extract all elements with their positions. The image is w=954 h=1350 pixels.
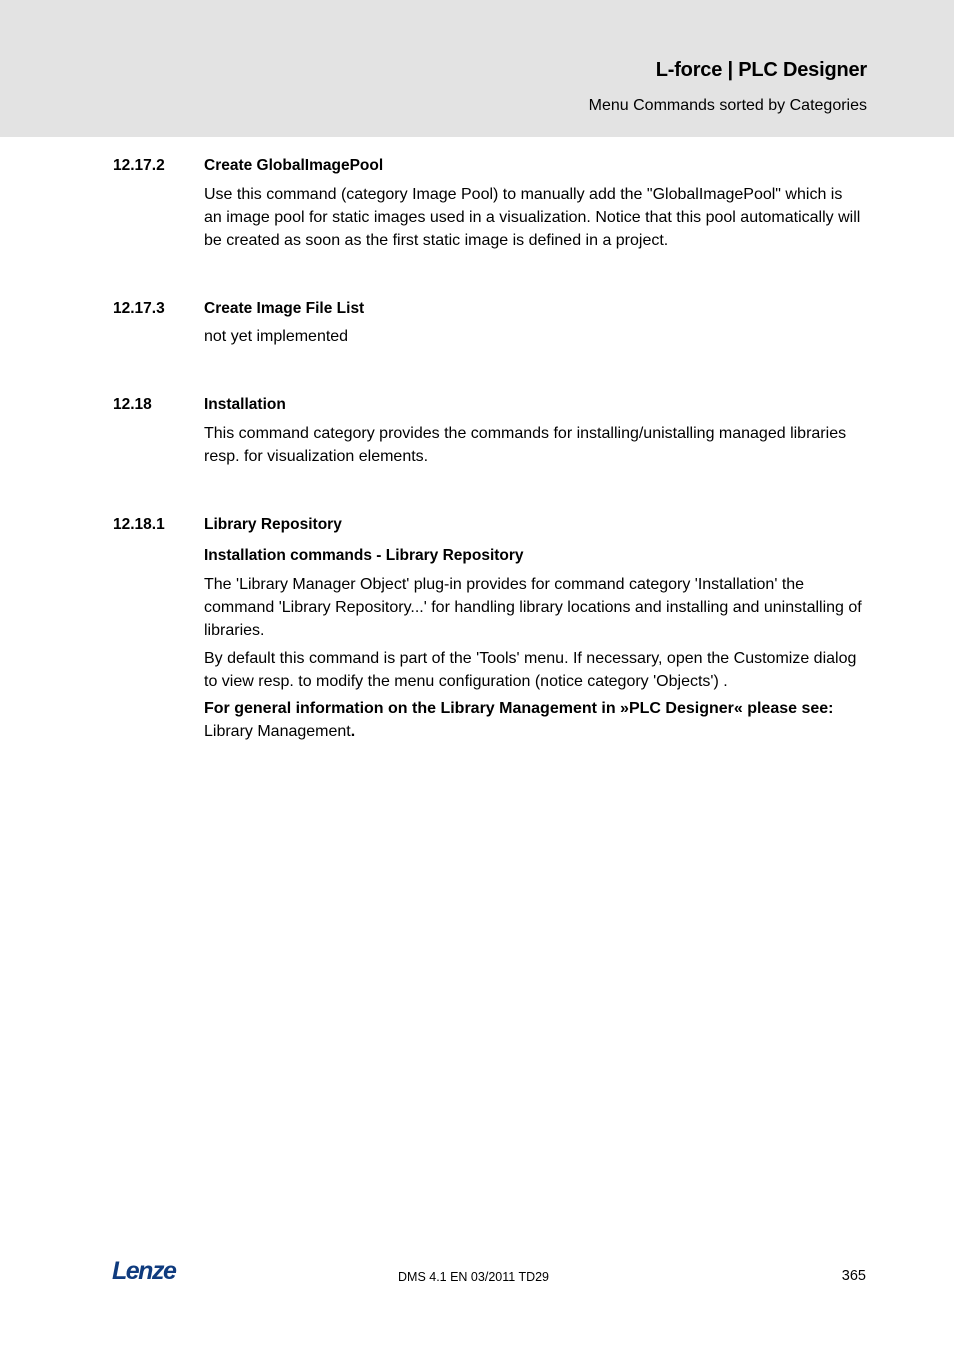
reference-note	[204, 697, 864, 743]
page-number: 365	[841, 1268, 866, 1284]
section-number: 12.18.1	[113, 516, 165, 533]
section-number: 12.17.2	[113, 157, 165, 174]
reference-note-label: For general information on the Library Management in »PLC Designer« please see:	[204, 700, 834, 717]
section-title: Library Repository	[204, 516, 342, 533]
section-number: 12.17.3	[113, 300, 165, 317]
section-title: Create Image File List	[204, 300, 365, 317]
section-paragraph: The 'Library Manager Object' plug-in provides for command category 'Installation' the command 'Library Repository...' for handling library locations and installing and uninstalling of libraries.	[204, 576, 862, 639]
page-header	[0, 0, 954, 137]
section-paragraph: Use this command (category Image Pool) to manually add the "GlobalImagePool" which is an image pool for static images used in a visualization. Notice that this pool automatically will be created as soon as the first static image is defined in a project.	[204, 186, 861, 249]
document-id: DMS 4.1 EN 03/2011 TD29	[398, 1270, 550, 1284]
reference-note-end: .	[350, 723, 356, 740]
section-title: Create GlobalImagePool	[204, 157, 384, 174]
section-number: 12.18	[113, 396, 152, 413]
section-title: Installation	[204, 396, 286, 413]
subheading: Installation commands - Library Repository	[204, 547, 524, 564]
library-management-link[interactable]: Library Management	[204, 723, 351, 740]
section-paragraph: This command category provides the commands for installing/unistalling managed libraries resp. for visualization elements.	[204, 425, 847, 465]
section-paragraph: not yet implemented	[204, 328, 349, 345]
header-subtitle: Menu Commands sorted by Categories	[588, 97, 867, 114]
lenze-logo: Lenze	[112, 1257, 176, 1285]
header-title: L-force | PLC Designer	[655, 59, 867, 81]
section-paragraph: By default this command is part of the 'Tools' menu. If necessary, open the Customize dialog to view resp. to modify the menu configuration (notice category 'Objects') .	[204, 650, 857, 690]
